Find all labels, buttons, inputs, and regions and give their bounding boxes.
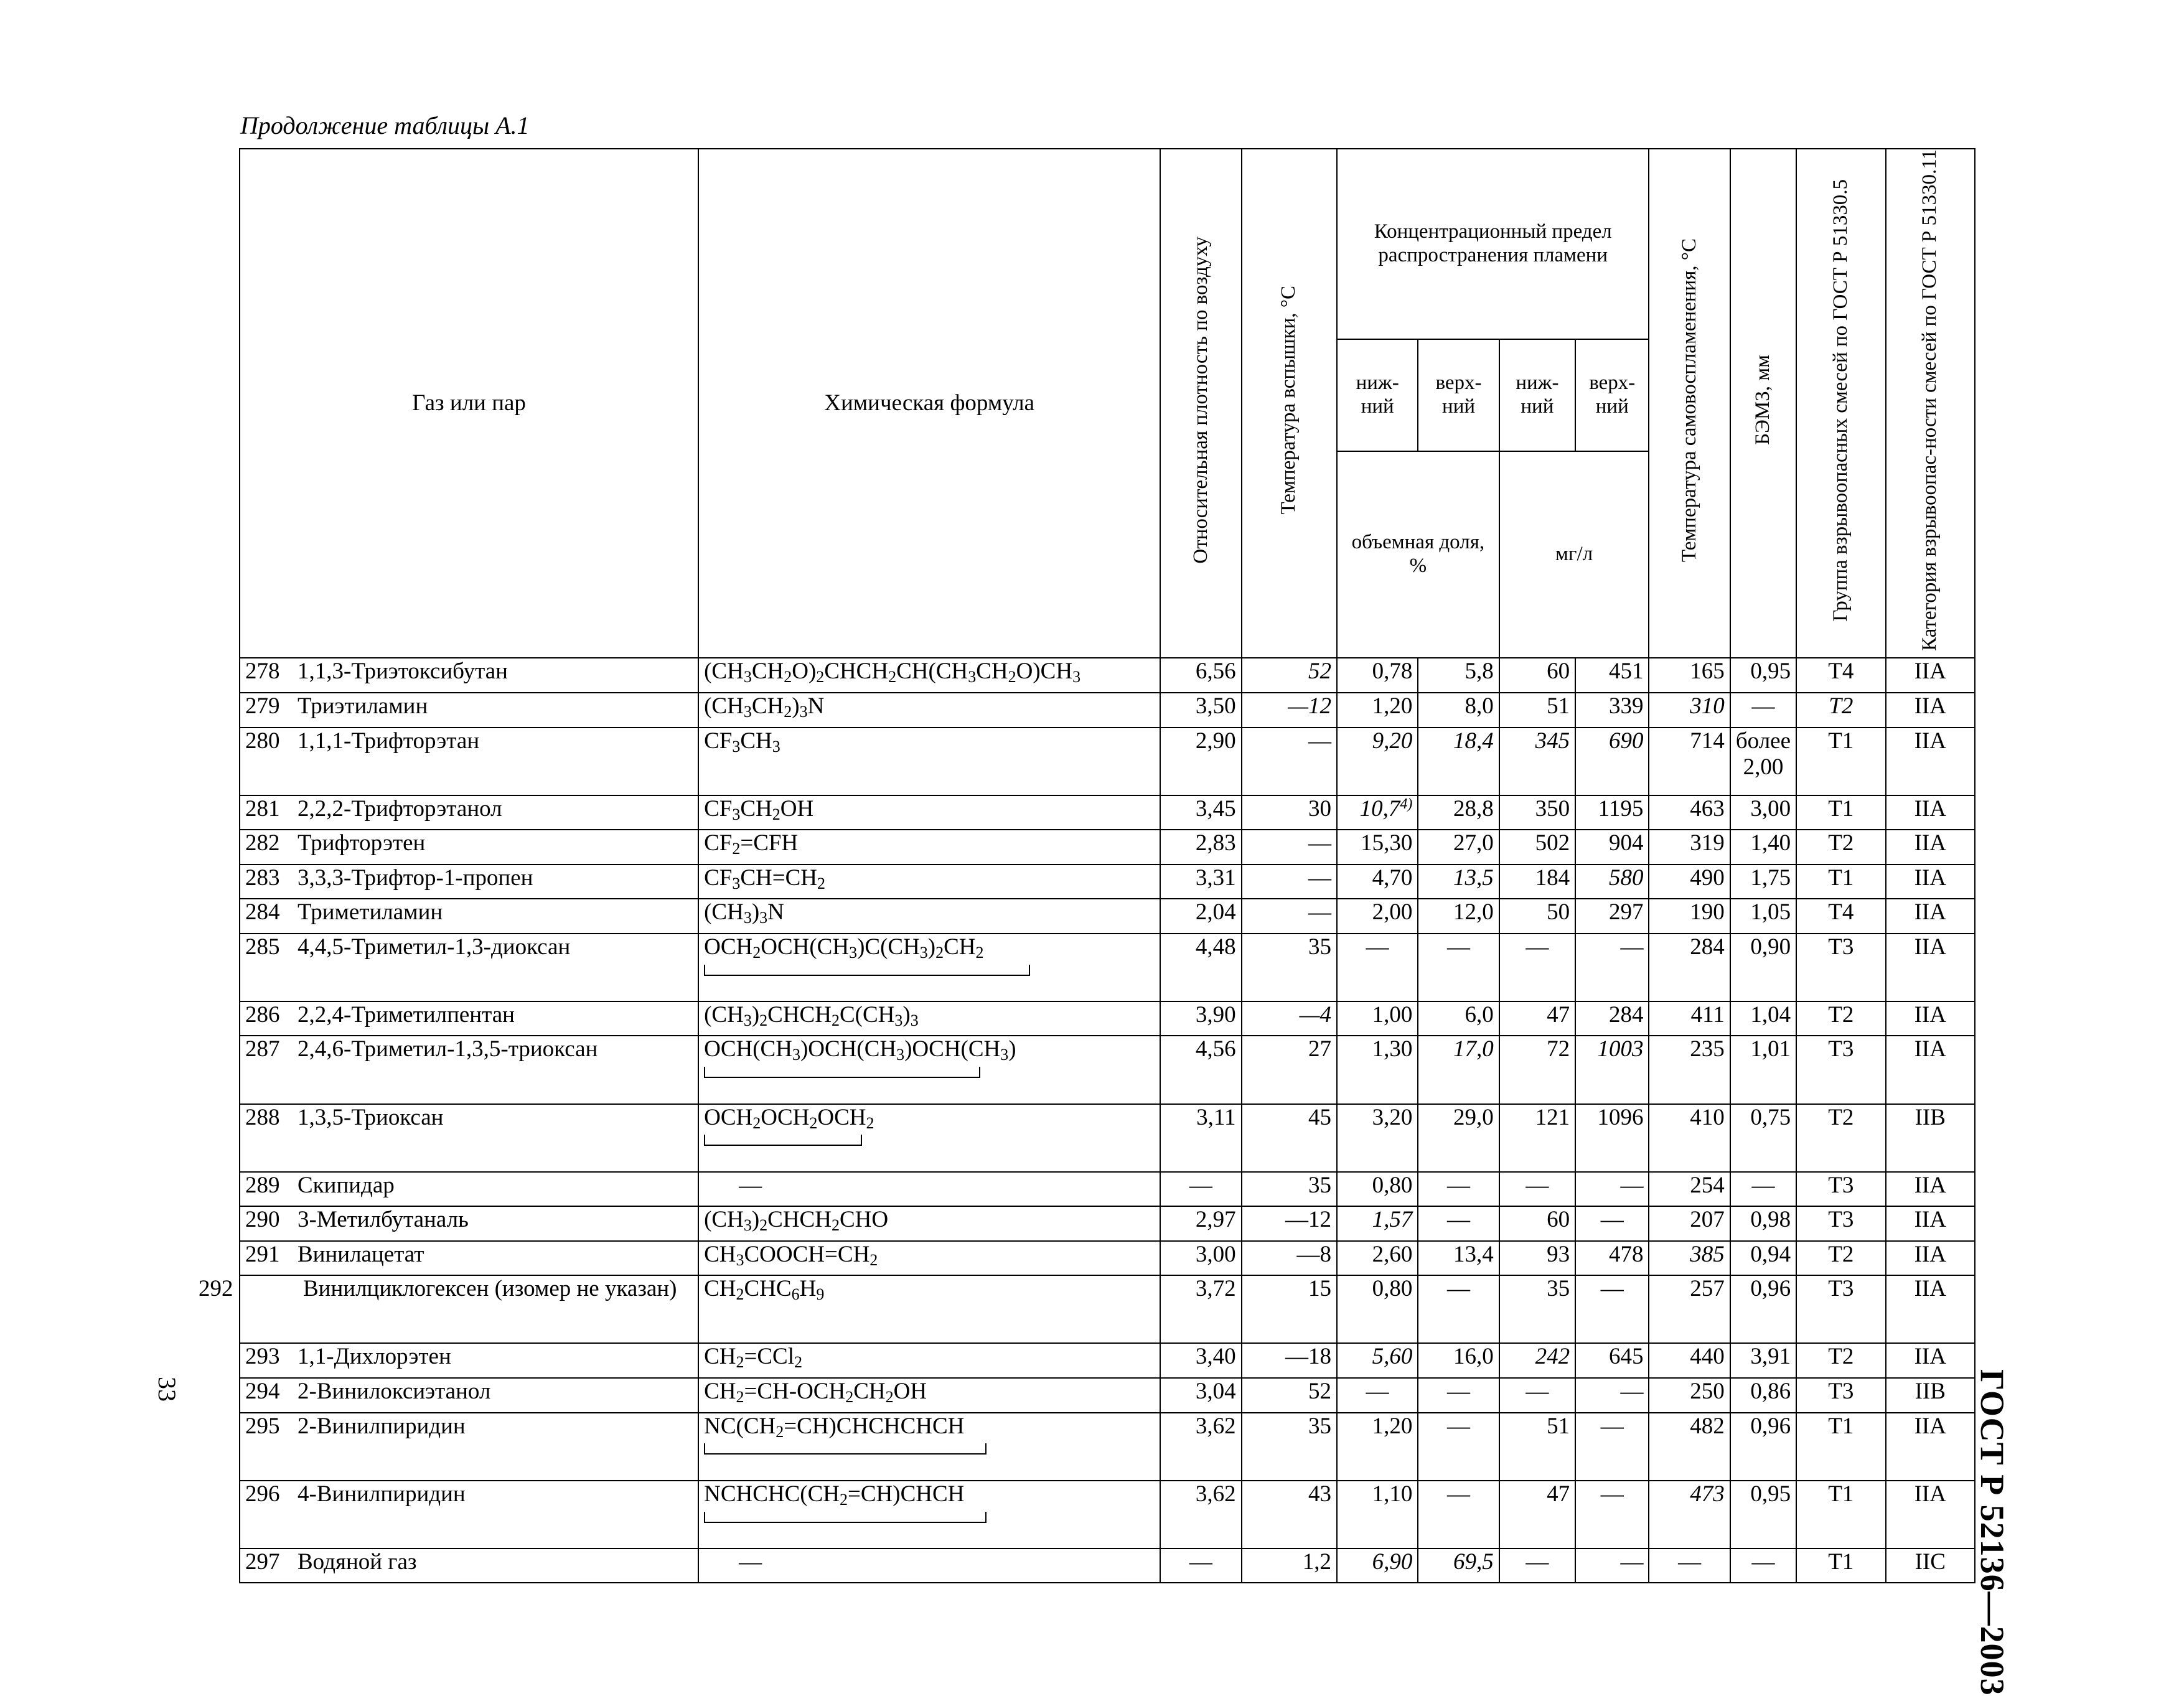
header-gas: Газ или пар [240, 149, 698, 658]
table-row [240, 864, 1975, 899]
bemz-value: 0,95 [1730, 1481, 1796, 1548]
chemical-formula: $CH_2=CH-OCH_2CH_2OH$ [698, 1378, 1160, 1413]
lower-vol-value: 4,70 [1337, 864, 1418, 899]
group-value: Т1 [1796, 1481, 1885, 1548]
table-row [240, 1481, 1975, 1548]
flash-value: — [1242, 899, 1337, 934]
density-value: 2,97 [1160, 1206, 1241, 1241]
lower-mg-value: 242 [1499, 1343, 1575, 1378]
group-value: Т3 [1796, 1275, 1885, 1343]
lower-vol-value: 15,30 [1337, 830, 1418, 864]
autoignition-value: 473 [1649, 1481, 1730, 1548]
upper-vol-value: 16,0 [1418, 1343, 1499, 1378]
chemical-formula: $OCH(CH_3)OCH(CH_3)OCH(CH_3)$ [698, 1036, 1160, 1103]
upper-vol-value: 29,0 [1418, 1104, 1499, 1172]
ring-bond-line [704, 1135, 862, 1146]
chemical-formula: $(CH_3CH_2)_3N$ [698, 693, 1160, 728]
bemz-value: 0,86 [1730, 1378, 1796, 1413]
density-value: 2,90 [1160, 728, 1241, 795]
gas-name: 290 3-Метилбутаналь [240, 1206, 698, 1241]
chemical-formula: $CH_2=CCl_2$ [698, 1343, 1160, 1378]
table-body [199, 658, 1975, 1583]
upper-vol-value: 69,5 [1418, 1548, 1499, 1583]
autoignition-value: 257 [1649, 1275, 1730, 1343]
bemz-value: 1,05 [1730, 899, 1796, 934]
group-value: Т2 [1796, 830, 1885, 864]
bemz-value: 0,75 [1730, 1104, 1796, 1172]
table-row [240, 658, 1975, 693]
group-value: Т4 [1796, 658, 1885, 693]
chemical-formula: $CF_3CH_2OH$ [698, 795, 1160, 830]
gas-name: 287 2,4,6-Триметил-1,3,5-триоксан [240, 1036, 698, 1103]
chemical-formula: $(CH_3CH_2O)_2CHCH_2CH(CH_3CH_2O)CH_3$ [698, 658, 1160, 693]
autoignition-value: 482 [1649, 1413, 1730, 1481]
table-row [240, 830, 1975, 864]
upper-mg-value: 339 [1575, 693, 1649, 728]
bemz-value: 0,94 [1730, 1241, 1796, 1276]
lower-vol-value: 1,00 [1337, 1001, 1418, 1036]
chemical-formula: $CH_3COOCH=CH_2$ [698, 1241, 1160, 1276]
table-caption: Продолжение таблицы А.1 [240, 111, 530, 139]
flash-value: — [1242, 728, 1337, 795]
header-concentration-limit: Концентрационный предел распространения пламени [1337, 149, 1649, 339]
table-row [240, 795, 1975, 830]
gas-name: 297 Водяной газ [240, 1548, 698, 1583]
upper-vol-value: — [1418, 1206, 1499, 1241]
upper-vol-value: — [1418, 1413, 1499, 1481]
table-row [240, 1413, 1975, 1481]
group-value: Т3 [1796, 934, 1885, 1001]
table-row [240, 1206, 1975, 1241]
footnote-marker: 4) [1400, 795, 1413, 812]
autoignition-value: 319 [1649, 830, 1730, 864]
lower-mg-value: 184 [1499, 864, 1575, 899]
flash-value: 52 [1242, 658, 1337, 693]
category-value: IIА [1886, 1036, 1975, 1103]
flash-value: —18 [1242, 1343, 1337, 1378]
group-value: Т2 [1796, 1343, 1885, 1378]
upper-mg-value: — [1575, 1206, 1649, 1241]
lower-vol-value: 1,30 [1337, 1036, 1418, 1103]
lower-vol-value: 1,20 [1337, 693, 1418, 728]
density-value: 3,31 [1160, 864, 1241, 899]
density-value: 3,45 [1160, 795, 1241, 830]
gas-name: 294 2-Винилоксиэтанол [240, 1378, 698, 1413]
header-lower-vol: ниж-ний [1337, 339, 1418, 451]
category-value: IIА [1886, 1001, 1975, 1036]
table-row [240, 1241, 1975, 1276]
document-title: ГОСТ Р 52136—2003 [1974, 1369, 2011, 1696]
density-value: 3,11 [1160, 1104, 1241, 1172]
upper-vol-value: — [1418, 1172, 1499, 1207]
header-mg-per-l: мг/л [1499, 451, 1649, 658]
lower-vol-value: 1,10 [1337, 1481, 1418, 1548]
chemical-formula: $OCH_2OCH(CH_3)C(CH_3)_2CH_2$ [698, 934, 1160, 1001]
upper-vol-value: 27,0 [1418, 830, 1499, 864]
gas-name: 285 4,4,5-Триметил-1,3-диоксан [240, 934, 698, 1001]
header-flash-point: Температура вспышки, °С [1242, 149, 1337, 658]
group-value: Т2 [1796, 693, 1885, 728]
category-value: IIС [1886, 1548, 1975, 1583]
flash-value: —12 [1242, 693, 1337, 728]
lower-mg-value: 350 [1499, 795, 1575, 830]
lower-vol-value: — [1337, 934, 1418, 1001]
density-value: 3,72 [1160, 1275, 1241, 1343]
upper-vol-value: 8,0 [1418, 693, 1499, 728]
autoignition-value: 440 [1649, 1343, 1730, 1378]
autoignition-value: 385 [1649, 1241, 1730, 1276]
density-value: 3,62 [1160, 1413, 1241, 1481]
lower-mg-value: — [1499, 1548, 1575, 1583]
ring-bond-line [704, 1512, 987, 1523]
upper-mg-value: 645 [1575, 1343, 1649, 1378]
upper-vol-value: 13,5 [1418, 864, 1499, 899]
lower-vol-value: 3,20 [1337, 1104, 1418, 1172]
flash-value: 27 [1242, 1036, 1337, 1103]
table-row [240, 934, 1975, 1001]
category-value: IIА [1886, 1275, 1975, 1343]
bemz-value: — [1730, 693, 1796, 728]
header-upper-vol: верх-ний [1418, 339, 1499, 451]
ring-bond-line [704, 965, 1030, 976]
lower-mg-value: 93 [1499, 1241, 1575, 1276]
category-value: IIА [1886, 934, 1975, 1001]
category-value: IIА [1886, 693, 1975, 728]
chemical-formula: — [698, 1548, 1160, 1583]
header-volume-fraction: объемная доля, % [1337, 451, 1499, 658]
density-value: 2,04 [1160, 899, 1241, 934]
lower-mg-value: — [1499, 1378, 1575, 1413]
autoignition-value: 490 [1649, 864, 1730, 899]
upper-mg-value: 284 [1575, 1001, 1649, 1036]
flash-value: 1,2 [1242, 1548, 1337, 1583]
upper-vol-value: 18,4 [1418, 728, 1499, 795]
lower-mg-value: — [1499, 1172, 1575, 1207]
gas-name: 282 Трифторэтен [240, 830, 698, 864]
group-value: Т3 [1796, 1378, 1885, 1413]
chemical-formula: $NC(CH_2=CH)CHCHCHCH$ [698, 1413, 1160, 1481]
flash-value: 43 [1242, 1481, 1337, 1548]
lower-mg-value: 47 [1499, 1001, 1575, 1036]
lower-mg-value: 35 [1499, 1275, 1575, 1343]
chemical-formula: $CF_3CH=CH_2$ [698, 864, 1160, 899]
group-value: Т1 [1796, 795, 1885, 830]
flash-value: —8 [1242, 1241, 1337, 1276]
category-value: IIА [1886, 899, 1975, 934]
chemical-formula: $(CH_3)_3N$ [698, 899, 1160, 934]
category-value: IIА [1886, 1241, 1975, 1276]
lower-vol-value: 2,00 [1337, 899, 1418, 934]
density-value: 3,40 [1160, 1343, 1241, 1378]
bemz-value: 1,01 [1730, 1036, 1796, 1103]
upper-mg-value: — [1575, 934, 1649, 1001]
header-bemz: БЭМЗ, мм [1730, 149, 1796, 658]
gas-name: 281 2,2,2-Трифторэтанол [240, 795, 698, 830]
flash-value: —12 [1242, 1206, 1337, 1241]
upper-mg-value: 690 [1575, 728, 1649, 795]
group-value: Т1 [1796, 728, 1885, 795]
ring-bond-line [704, 1443, 987, 1455]
group-value: Т2 [1796, 1104, 1885, 1172]
chemical-formula: $(CH_3)_2CHCH_2C(CH_3)_3$ [698, 1001, 1160, 1036]
lower-vol-value: 0,80 [1337, 1275, 1418, 1343]
bemz-value: 0,90 [1730, 934, 1796, 1001]
lower-vol-value: 5,60 [1337, 1343, 1418, 1378]
lower-mg-value: — [1499, 934, 1575, 1001]
flash-value: 15 [1242, 1275, 1337, 1343]
table-row [240, 899, 1975, 934]
table-row [240, 1036, 1975, 1103]
gas-name: 280 1,1,1-Трифторэтан [240, 728, 698, 795]
gas-name: 283 3,3,3-Трифтор-1-пропен [240, 864, 698, 899]
group-value: Т2 [1796, 1001, 1885, 1036]
autoignition-value: 410 [1649, 1104, 1730, 1172]
bemz-value: 0,96 [1730, 1413, 1796, 1481]
upper-mg-value: — [1575, 1378, 1649, 1413]
flash-value: —4 [1242, 1001, 1337, 1036]
flash-value: 52 [1242, 1378, 1337, 1413]
group-value: Т2 [1796, 1241, 1885, 1276]
chemical-formula: — [698, 1172, 1160, 1207]
lower-mg-value: 502 [1499, 830, 1575, 864]
autoignition-value: — [1649, 1548, 1730, 1583]
lower-vol-value: 1,57 [1337, 1206, 1418, 1241]
header-density: Относительная плотность по воздуху [1160, 149, 1241, 658]
gas-name: 286 2,2,4-Триметилпентан [240, 1001, 698, 1036]
lower-mg-value: 51 [1499, 1413, 1575, 1481]
category-value: IIА [1886, 1206, 1975, 1241]
lower-vol-value: 1,20 [1337, 1413, 1418, 1481]
chemical-formula: $(CH_3)_2CHCH_2CHO$ [698, 1206, 1160, 1241]
lower-vol-value: — [1337, 1378, 1418, 1413]
category-value: IIА [1886, 795, 1975, 830]
lower-mg-value: 60 [1499, 1206, 1575, 1241]
lower-vol-value: 6,90 [1337, 1548, 1418, 1583]
category-value: IIА [1886, 864, 1975, 899]
lower-mg-value: 60 [1499, 658, 1575, 693]
autoignition-value: 411 [1649, 1001, 1730, 1036]
autoignition-value: 714 [1649, 728, 1730, 795]
gas-name: 288 1,3,5-Триоксан [240, 1104, 698, 1172]
header-autoignition: Температура самовоспламенения, °С [1649, 149, 1730, 658]
group-value: Т1 [1796, 1413, 1885, 1481]
upper-mg-value: — [1575, 1275, 1649, 1343]
lower-mg-value: 72 [1499, 1036, 1575, 1103]
gas-name: 279 Триэтиламин [240, 693, 698, 728]
autoignition-value: 463 [1649, 795, 1730, 830]
header-formula: Химическая формула [698, 149, 1160, 658]
upper-vol-value: 12,0 [1418, 899, 1499, 934]
upper-mg-value: 1096 [1575, 1104, 1649, 1172]
autoignition-value: 190 [1649, 899, 1730, 934]
flash-value: 35 [1242, 934, 1337, 1001]
group-value: Т3 [1796, 1206, 1885, 1241]
chemical-formula: $NCHCHC(CH_2=CH)CHCH$ [698, 1481, 1160, 1548]
bemz-value: 3,00 [1730, 795, 1796, 830]
category-value: IIА [1886, 1343, 1975, 1378]
header-category: Категория взрывоопас-ности смесей по ГОСТ Р 51330.11 [1886, 149, 1975, 658]
upper-mg-value: 580 [1575, 864, 1649, 899]
category-value: IIА [1886, 1413, 1975, 1481]
category-value: IIА [1886, 1172, 1975, 1207]
density-value: — [1160, 1548, 1241, 1583]
bemz-value: — [1730, 1172, 1796, 1207]
header-mixture-group: Группа взрывоопасных смесей по ГОСТ Р 51330.5 [1796, 149, 1885, 658]
category-value: IIА [1886, 728, 1975, 795]
density-value: 3,00 [1160, 1241, 1241, 1276]
lower-mg-value: 47 [1499, 1481, 1575, 1548]
density-value: 6,56 [1160, 658, 1241, 693]
upper-mg-value: 1195 [1575, 795, 1649, 830]
lower-vol-value: 9,20 [1337, 728, 1418, 795]
upper-vol-value: 6,0 [1418, 1001, 1499, 1036]
bemz-value: 3,91 [1730, 1343, 1796, 1378]
upper-vol-value: 28,8 [1418, 795, 1499, 830]
chemical-formula: $CF_3CH_3$ [698, 728, 1160, 795]
table-row [240, 728, 1975, 795]
lower-vol-value: 2,60 [1337, 1241, 1418, 1276]
bemz-value: 0,95 [1730, 658, 1796, 693]
group-value: Т3 [1796, 1172, 1885, 1207]
gas-name: 292 Винилциклогексен (изомер не указан) [240, 1275, 698, 1343]
chemical-formula: $CF_2=CFH$ [698, 830, 1160, 864]
category-value: IIВ [1886, 1378, 1975, 1413]
group-value: Т3 [1796, 1036, 1885, 1103]
chemical-formula: $OCH_2OCH_2OCH_2$ [698, 1104, 1160, 1172]
autoignition-value: 254 [1649, 1172, 1730, 1207]
upper-mg-value: 904 [1575, 830, 1649, 864]
lower-mg-value: 345 [1499, 728, 1575, 795]
density-value: 4,56 [1160, 1036, 1241, 1103]
upper-mg-value: — [1575, 1413, 1649, 1481]
category-value: IIА [1886, 830, 1975, 864]
table-row [240, 1001, 1975, 1036]
bemz-value: 0,98 [1730, 1206, 1796, 1241]
flash-value: — [1242, 864, 1337, 899]
gas-name: 291 Винилацетат [240, 1241, 698, 1276]
table-row [240, 1378, 1975, 1413]
group-value: Т1 [1796, 1548, 1885, 1583]
gas-name: 278 1,1,3-Триэтоксибутан [240, 658, 698, 693]
table-row [240, 1104, 1975, 1172]
group-value: Т1 [1796, 864, 1885, 899]
upper-mg-value: — [1575, 1481, 1649, 1548]
gas-properties-table [199, 148, 1975, 1583]
gas-name: 284 Триметиламин [240, 899, 698, 934]
density-value: 3,62 [1160, 1481, 1241, 1548]
density-value: 3,50 [1160, 693, 1241, 728]
bemz-value: 0,96 [1730, 1275, 1796, 1343]
lower-vol-value: 10,7$^{4)}$ [1337, 795, 1418, 830]
bemz-value: 1,04 [1730, 1001, 1796, 1036]
flash-value: 35 [1242, 1172, 1337, 1207]
category-value: IIА [1886, 658, 1975, 693]
upper-vol-value: — [1418, 1378, 1499, 1413]
autoignition-value: 165 [1649, 658, 1730, 693]
upper-vol-value: — [1418, 934, 1499, 1001]
upper-vol-value: 13,4 [1418, 1241, 1499, 1276]
group-value: Т4 [1796, 899, 1885, 934]
page-number: 33 [153, 1377, 181, 1402]
category-value: IIА [1886, 1481, 1975, 1548]
flash-value: — [1242, 830, 1337, 864]
upper-mg-value: 478 [1575, 1241, 1649, 1276]
bemz-value: 1,75 [1730, 864, 1796, 899]
density-value: — [1160, 1172, 1241, 1207]
bemz-value: 1,40 [1730, 830, 1796, 864]
table-row [240, 1172, 1975, 1207]
upper-mg-value: 1003 [1575, 1036, 1649, 1103]
density-value: 2,83 [1160, 830, 1241, 864]
upper-vol-value: 17,0 [1418, 1036, 1499, 1103]
autoignition-value: 310 [1649, 693, 1730, 728]
gas-name: 289 Скипидар [240, 1172, 698, 1207]
lower-vol-value: 0,80 [1337, 1172, 1418, 1207]
bemz-value: более 2,00 [1730, 728, 1796, 795]
density-value: 3,04 [1160, 1378, 1241, 1413]
table-header [240, 149, 1975, 658]
lower-mg-value: 50 [1499, 899, 1575, 934]
upper-vol-value: 5,8 [1418, 658, 1499, 693]
density-value: 4,48 [1160, 934, 1241, 1001]
flash-value: 30 [1242, 795, 1337, 830]
header-lower-mg: ниж-ний [1499, 339, 1575, 451]
category-value: IIВ [1886, 1104, 1975, 1172]
bemz-value: — [1730, 1548, 1796, 1583]
upper-mg-value: 451 [1575, 658, 1649, 693]
autoignition-value: 250 [1649, 1378, 1730, 1413]
gas-name: 293 1,1-Дихлорэтен [240, 1343, 698, 1378]
upper-mg-value: — [1575, 1548, 1649, 1583]
ring-bond-line [704, 1067, 980, 1078]
autoignition-value: 207 [1649, 1206, 1730, 1241]
table-row [240, 1275, 1975, 1343]
upper-mg-value: 297 [1575, 899, 1649, 934]
table-row [240, 1343, 1975, 1378]
lower-mg-value: 51 [1499, 693, 1575, 728]
flash-value: 45 [1242, 1104, 1337, 1172]
autoignition-value: 235 [1649, 1036, 1730, 1103]
header-upper-mg: верх-ний [1575, 339, 1649, 451]
gas-name: 296 4-Винилпиридин [240, 1481, 698, 1548]
upper-mg-value: — [1575, 1172, 1649, 1207]
flash-value: 35 [1242, 1413, 1337, 1481]
lower-vol-value: 0,78 [1337, 658, 1418, 693]
autoignition-value: 284 [1649, 934, 1730, 1001]
upper-vol-value: — [1418, 1481, 1499, 1548]
upper-vol-value: — [1418, 1275, 1499, 1343]
table-row [240, 693, 1975, 728]
table-row [240, 1548, 1975, 1583]
gas-name: 295 2-Винилпиридин [240, 1413, 698, 1481]
density-value: 3,90 [1160, 1001, 1241, 1036]
lower-mg-value: 121 [1499, 1104, 1575, 1172]
chemical-formula: $CH_2CHC_6H_9$ [698, 1275, 1160, 1343]
